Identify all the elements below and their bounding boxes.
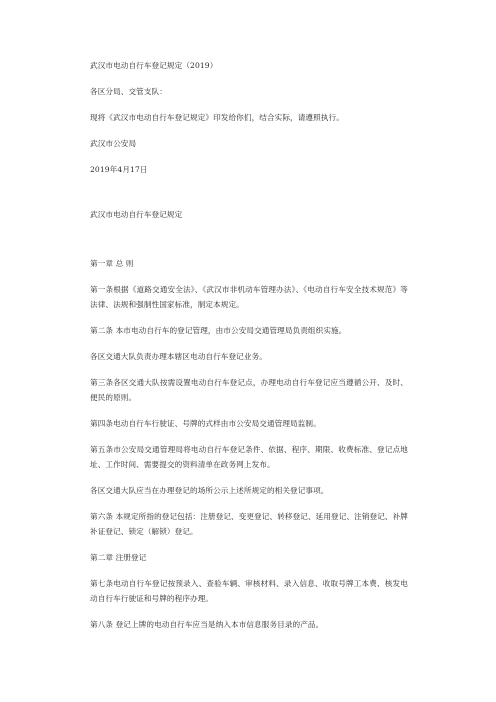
article-paragraph: 第七条电动自行车登记按预录入、查验车辆、审核材料、录入信息、收取号牌工本费、核发电动自行车行驶证和号牌的程序办理。: [90, 579, 408, 603]
article-paragraph: 第四条电动自行车行驶证、号牌的式样由市公安局交通管理局监制。: [90, 419, 321, 428]
article-paragraph: 第二条 本市电动自行车的登记管理，由市公安局交通管理局负责组织实施。: [90, 326, 347, 335]
article-paragraph: 各区交通大队负责办理本辖区电动自行车登记业务。: [90, 352, 267, 361]
article-paragraph: 第三条各区交通大队按需设置电动自行车登记点，办理电动自行车登记应当遵循公开、及时、便民的原则。: [90, 378, 408, 402]
article-paragraph: 第五条市公安局交通管理局将电动自行车登记条件、依据、程序、期限、收费标准、登记点地址、工作时间、需要提交的资料清单在政务网上发布。: [90, 445, 408, 469]
document-title-line: 武汉市电动自行车登记规定（2019）: [90, 61, 218, 70]
issuer: 武汉市公安局: [90, 139, 137, 148]
chapter-heading: 第一章 总 则: [90, 259, 134, 268]
issue-date: 2019年4月17日: [90, 165, 148, 174]
article-paragraph: 第八条 登记上牌的电动自行车应当是纳入本市信息服务目录的产品。: [90, 620, 324, 629]
article-paragraph: 第六条 本规定所指的登记包括：注册登记、变更登记、转移登记、延用登记、注销登记、补牌补证登记、锁定（解锁）登记。: [90, 512, 408, 536]
chapter-heading: 第二章 注册登记: [90, 553, 147, 562]
document-body: [90, 58, 408, 643]
regulation-title: 武汉市电动自行车登记规定: [90, 210, 183, 219]
article-paragraph: 各区交通大队应当在办理登记的场所公示上述所规定的相关登记事项。: [90, 486, 329, 495]
article-paragraph: 第一条根据《道路交通安全法》、《武汉市非机动车管理办法》、《电动自行车安全技术规范》等法律、法规和强制性国家标准，制定本规定。: [90, 285, 408, 309]
intro-paragraph: 现将《武汉市电动自行车登记规定》印发给你们，结合实际，请遵照执行。: [90, 113, 344, 122]
salutation: 各区分局、交管支队：: [90, 87, 167, 96]
